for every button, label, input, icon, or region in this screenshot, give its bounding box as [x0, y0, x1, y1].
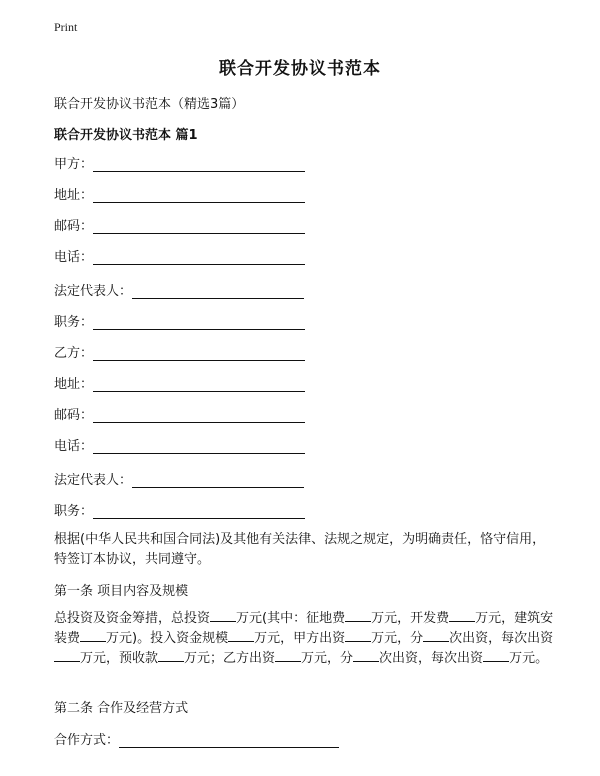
text-segment: 万元)。投入资金规模 — [106, 631, 229, 646]
fill-line — [93, 406, 305, 423]
fill-line — [93, 437, 305, 454]
text-segment: 总投资及资金筹措，总投资 — [54, 611, 211, 626]
text-segment: 万元，建筑安装费 — [54, 611, 554, 646]
blank-line — [449, 609, 475, 622]
blank-line — [158, 649, 184, 662]
fill-line — [93, 186, 305, 203]
article-1-heading: 第一条 项目内容及规模 — [54, 584, 189, 599]
text-segment: 万元，分 — [371, 631, 424, 646]
document-title: 联合开发协议书范本 — [219, 59, 381, 79]
field-label: 甲方： — [54, 157, 94, 172]
field-party-a-postcode — [54, 214, 305, 234]
text-segment: 万元，开发费 — [371, 611, 450, 626]
field-label: 邮码： — [54, 219, 94, 234]
text-segment: 万元，预收款 — [80, 651, 159, 666]
article-1-body — [54, 609, 554, 669]
blank-line — [210, 609, 236, 622]
text-segment: 万元，甲方出资 — [254, 631, 346, 646]
fill-line — [132, 471, 304, 488]
blank-line — [483, 649, 509, 662]
text-segment: 万元，分 — [301, 651, 354, 666]
field-label: 乙方： — [54, 346, 94, 361]
text-segment: 次出资，每次出资 — [449, 631, 554, 646]
field-label: 法定代表人： — [54, 284, 133, 299]
intro-paragraph: 根据(中华人民共和国合同法)及其他有关法律、法规之规定，为明确责任，恪守信用，特签订本协议，共同遵守。 — [54, 532, 546, 567]
field-party-b-position — [54, 499, 305, 519]
blank-line — [423, 629, 449, 642]
field-label: 邮码： — [54, 408, 94, 423]
field-party-b-phone — [54, 434, 305, 454]
field-party-b-legal-rep — [54, 468, 304, 488]
field-party-a — [54, 152, 305, 172]
blank-line — [54, 649, 80, 662]
print-link[interactable]: Print — [54, 20, 78, 34]
field-label: 地址： — [54, 188, 94, 203]
field-party-a-phone — [54, 245, 305, 265]
fill-line — [119, 731, 339, 748]
fill-line — [93, 155, 305, 172]
fill-line — [93, 344, 305, 361]
text-segment: 次出资，每次出资 — [379, 651, 484, 666]
field-party-a-address — [54, 183, 305, 203]
field-label: 地址： — [54, 377, 94, 392]
blank-line — [275, 649, 301, 662]
blank-line — [345, 629, 371, 642]
field-party-b-postcode — [54, 403, 305, 423]
field-party-a-legal-rep — [54, 279, 304, 299]
section-heading: 联合开发协议书范本 篇1 — [54, 128, 198, 143]
article-2-heading: 第二条 合作及经营方式 — [54, 701, 189, 716]
field-label: 电话： — [54, 250, 94, 265]
fill-line — [93, 313, 305, 330]
fill-line — [132, 282, 304, 299]
blank-line — [353, 649, 379, 662]
field-label: 职务： — [54, 315, 94, 330]
fill-line — [93, 502, 305, 519]
fill-line — [93, 248, 305, 265]
fill-line — [93, 217, 305, 234]
document-subtitle: 联合开发协议书范本（精选3篇） — [54, 97, 245, 112]
blank-line — [228, 629, 254, 642]
field-cooperation-method — [54, 728, 339, 748]
field-label: 法定代表人： — [54, 473, 133, 488]
text-segment: 万元；乙方出资 — [184, 651, 276, 666]
text-segment: 万元(其中：征地费 — [236, 611, 346, 626]
field-party-b — [54, 341, 305, 361]
blank-line — [345, 609, 371, 622]
text-segment: 万元。 — [509, 651, 549, 666]
field-party-a-position — [54, 310, 305, 330]
field-label: 合作方式： — [54, 733, 120, 748]
field-label: 电话： — [54, 439, 94, 454]
fill-line — [93, 375, 305, 392]
blank-line — [80, 629, 106, 642]
field-party-b-address — [54, 372, 305, 392]
field-label: 职务： — [54, 504, 94, 519]
